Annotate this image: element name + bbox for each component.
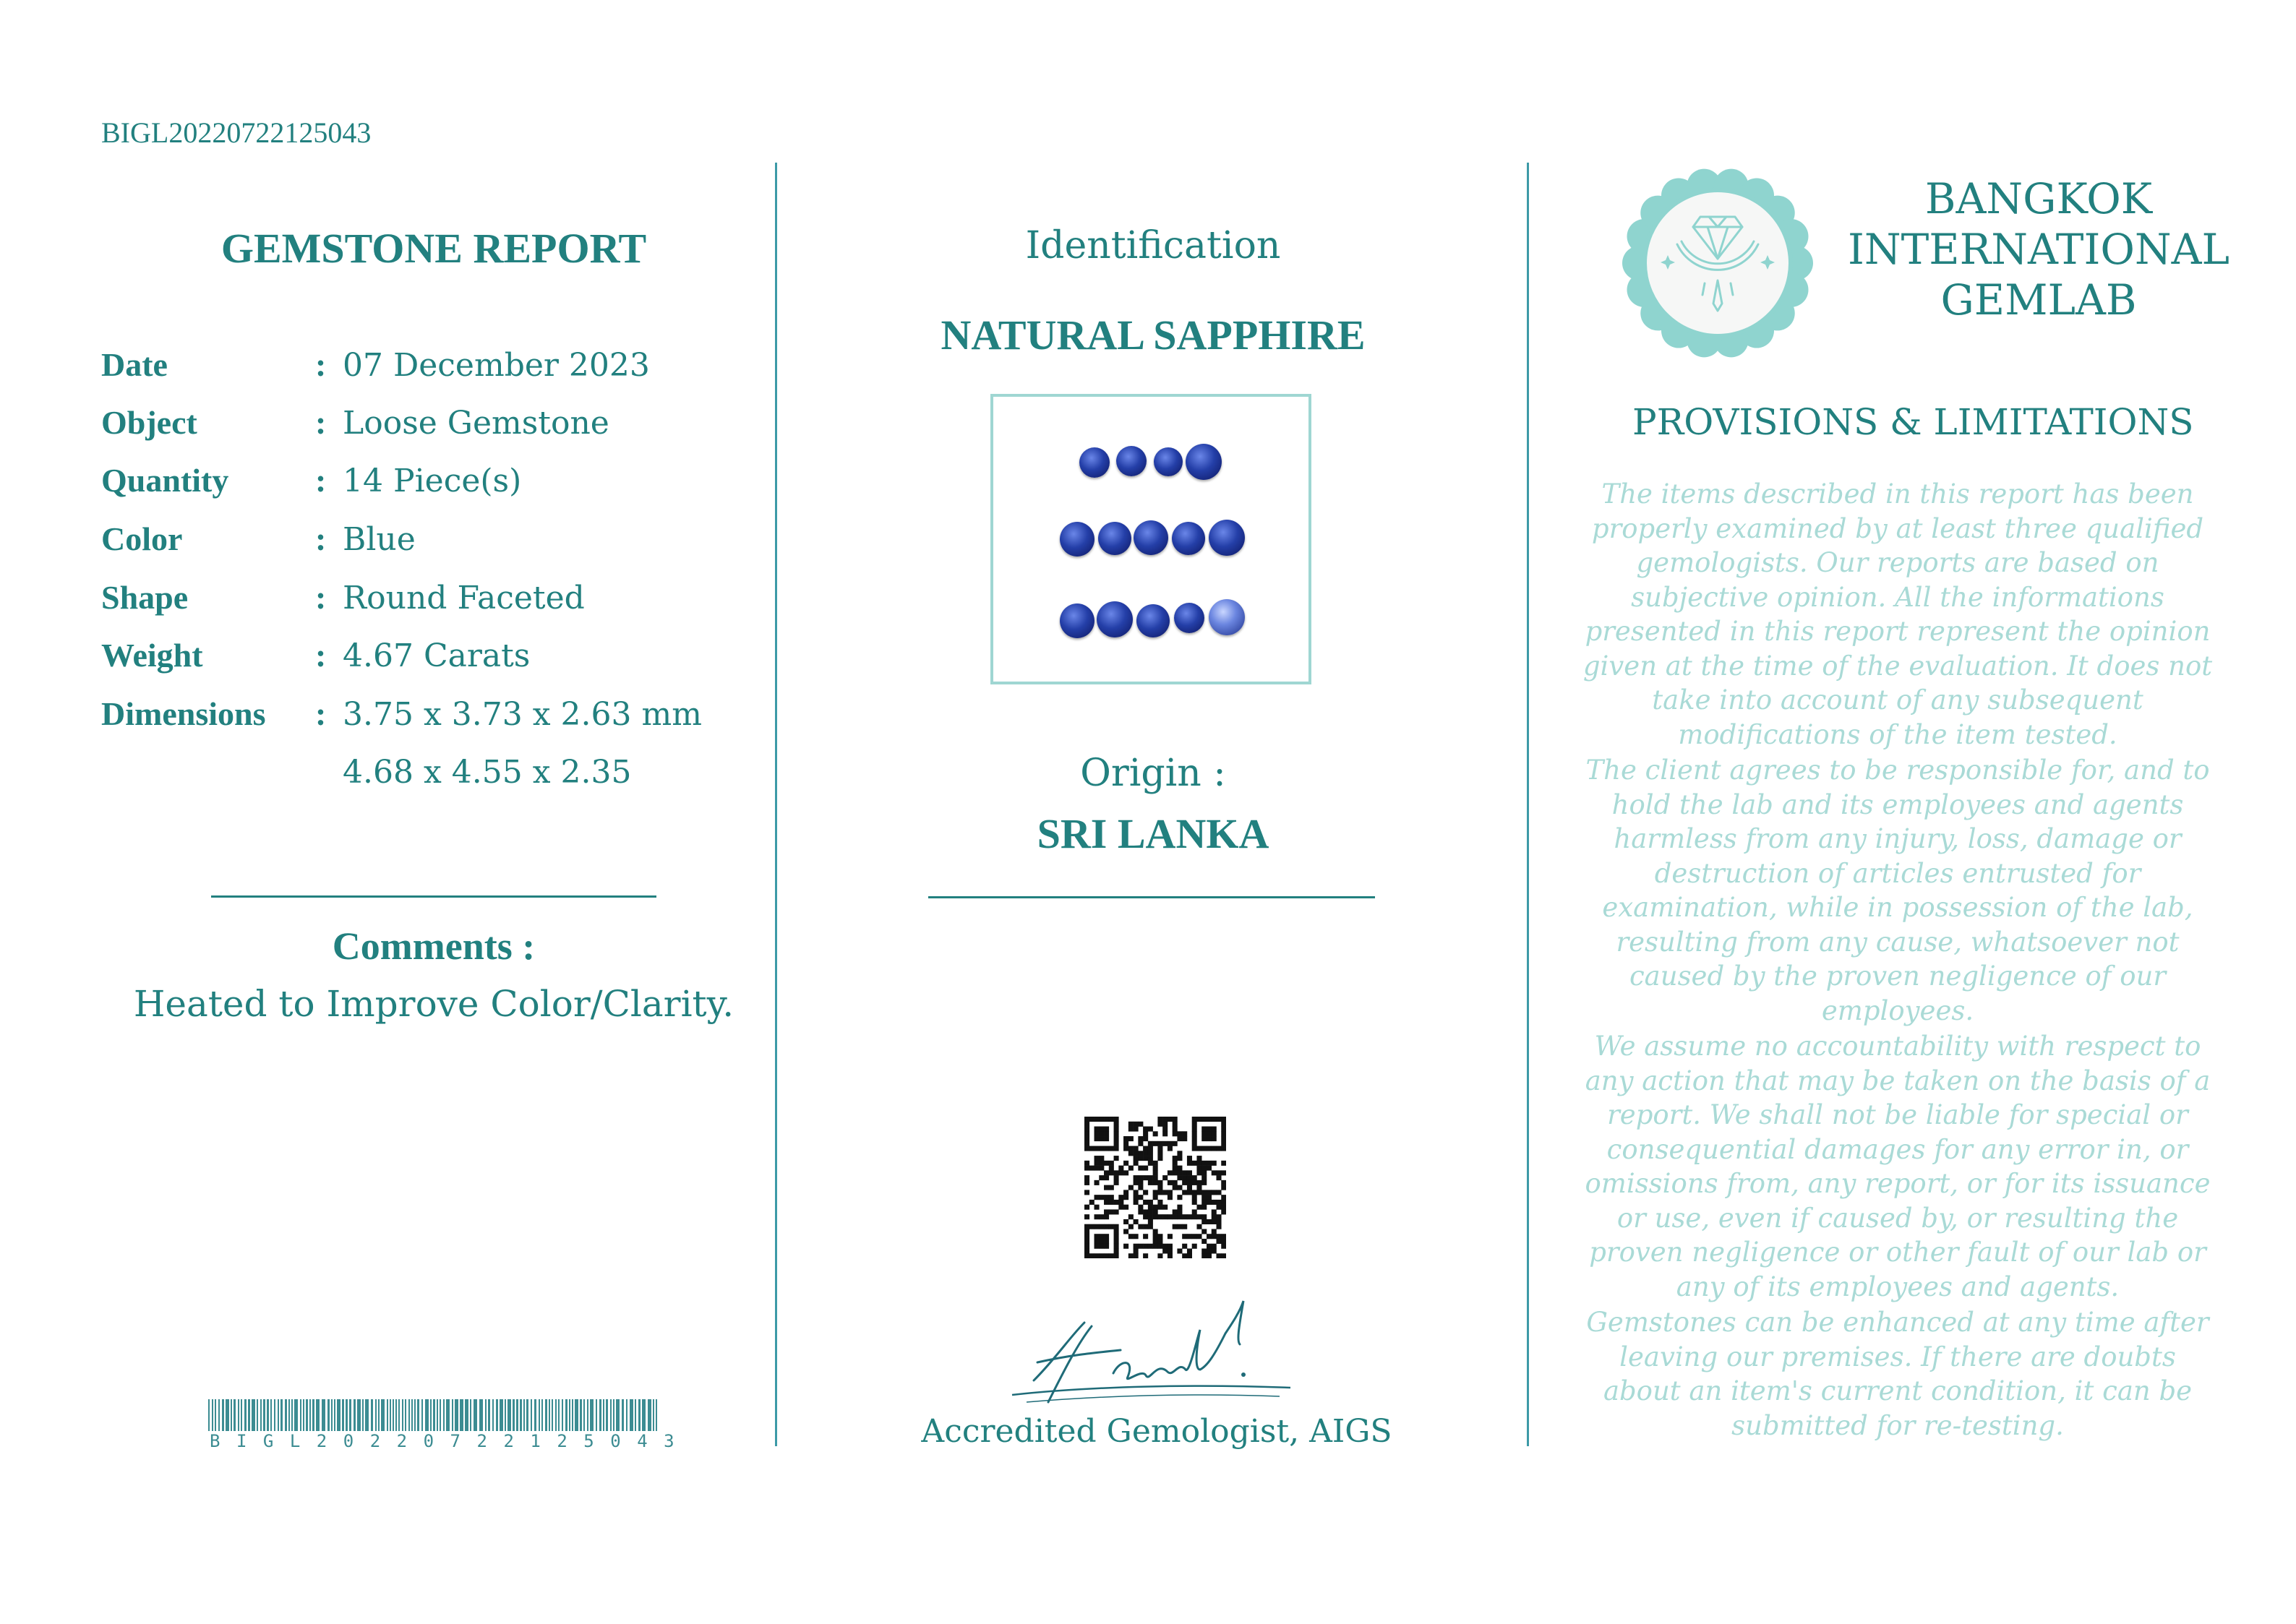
field-colon: : bbox=[315, 520, 327, 557]
provisions-title: PROVISIONS & LIMITATIONS bbox=[1632, 401, 2194, 443]
identification-label: Identification bbox=[1025, 224, 1281, 267]
field-value-color: Blue bbox=[343, 521, 416, 558]
report-number: BIGL20220722125043 bbox=[101, 116, 372, 149]
gem-stone bbox=[1186, 444, 1222, 480]
field-colon: : bbox=[315, 637, 327, 674]
field-value-dimensions-line2: 4.68 x 4.55 x 2.35 bbox=[343, 754, 632, 791]
provision-paragraph: The items described in this report has been properly examined by at least three qualified gemologists. Our reports are based on subjective opinion. All the informations presented in this report represent the opinion given at the time of the evaluation. It does not take into account of any subsequent modifications of the item tested. bbox=[1582, 478, 2213, 750]
comments-divider bbox=[211, 895, 656, 898]
identification-value: NATURAL SAPPHIRE bbox=[941, 312, 1366, 358]
field-colon: : bbox=[315, 404, 327, 441]
field-value-object: Loose Gemstone bbox=[343, 405, 609, 442]
field-value-shape: Round Faceted bbox=[343, 580, 585, 616]
gem-stone bbox=[1134, 520, 1168, 555]
field-colon: : bbox=[315, 346, 327, 383]
provision-paragraph: Gemstones can be enhanced at any time after leaving our premises. If there are doubts about an item's current condition, it can be submitted for re-testing. bbox=[1586, 1307, 2209, 1441]
gem-stone bbox=[1209, 520, 1245, 556]
field-label-weight: Weight bbox=[101, 637, 203, 674]
sapphire-photo bbox=[990, 394, 1311, 684]
field-colon: : bbox=[315, 462, 327, 499]
column-divider-right bbox=[1527, 163, 1529, 1446]
origin-divider bbox=[928, 896, 1375, 898]
field-value-dimensions: 3.75 x 3.73 x 2.63 mm bbox=[343, 696, 702, 733]
signer-title: Accredited Gemologist, AIGS bbox=[921, 1413, 1392, 1450]
field-value-weight: 4.67 Carats bbox=[343, 637, 531, 674]
field-label-date: Date bbox=[101, 346, 168, 383]
comments-text: Heated to Improve Color/Clarity. bbox=[133, 983, 734, 1025]
gem-stone bbox=[1174, 603, 1204, 633]
field-label-quantity: Quantity bbox=[101, 462, 229, 499]
provision-paragraph: We assume no accountability with respect to any action that may be taken on the basis of a report. We shall not be liable for special or consequential damages for any error in, or omissions from, any report, or for its issuance or use, even if caused by, or resulting the proven negligence or other fault of our lab or any of its employees and agents. bbox=[1585, 1031, 2211, 1302]
gem-stone bbox=[1060, 603, 1095, 638]
signature-icon bbox=[1005, 1294, 1294, 1409]
comments-title: Comments : bbox=[332, 924, 536, 968]
field-label-object: Object bbox=[101, 404, 197, 441]
field-colon: : bbox=[315, 695, 327, 732]
gem-stone bbox=[1098, 522, 1131, 555]
field-label-color: Color bbox=[101, 520, 183, 557]
barcode-icon bbox=[208, 1399, 662, 1431]
lab-name bbox=[1822, 173, 2256, 325]
gem-stone bbox=[1060, 522, 1095, 557]
gem-stone bbox=[1172, 522, 1205, 555]
field-label-dimensions: Dimensions bbox=[101, 695, 266, 732]
origin-value: SRI LANKA bbox=[1037, 810, 1269, 857]
gemlab-seal-icon bbox=[1621, 166, 1815, 360]
gem-stone bbox=[1116, 446, 1147, 476]
barcode-number: BIGL20220722125043 bbox=[210, 1431, 691, 1451]
field-label-shape: Shape bbox=[101, 579, 189, 616]
provision-paragraph: The client agrees to be responsible for, and to hold the lab and its employees and agents harmless from any injury, loss, damage or destruction of articles entrusted for examination, while in possession of the lab, resulting from any cause, whatsoever not caused by the proven negligence of our employees. bbox=[1585, 755, 2210, 1026]
field-value-date: 07 December 2023 bbox=[343, 347, 650, 384]
gem-stone bbox=[1097, 601, 1133, 637]
lab-name-line1: BANGKOK bbox=[1924, 174, 2153, 223]
report-title: GEMSTONE REPORT bbox=[220, 225, 647, 272]
qr-code-icon bbox=[1084, 1117, 1226, 1258]
field-value-quantity: 14 Piece(s) bbox=[343, 463, 522, 499]
gem-stone bbox=[1154, 447, 1183, 476]
gem-stone bbox=[1136, 604, 1170, 637]
lab-name-line2: INTERNATIONAL bbox=[1847, 225, 2230, 274]
origin-label: Origin : bbox=[1080, 752, 1226, 795]
field-colon: : bbox=[315, 579, 327, 616]
gem-stone bbox=[1079, 447, 1110, 478]
column-divider-left bbox=[775, 163, 777, 1446]
gem-stone bbox=[1209, 599, 1245, 635]
lab-name-line3: GEMLAB bbox=[1940, 275, 2137, 325]
